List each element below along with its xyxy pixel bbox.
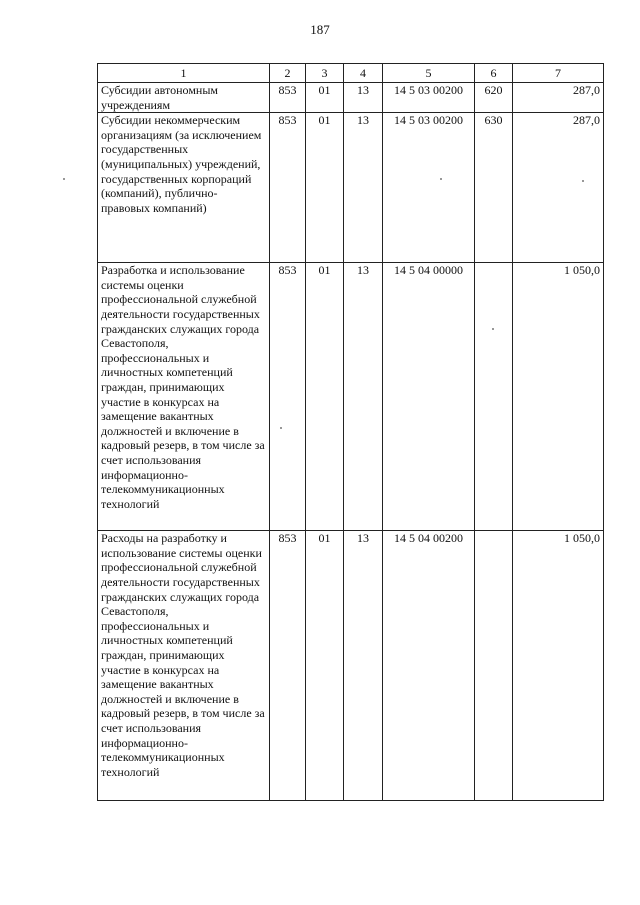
- row-subsection-code: 13: [344, 263, 383, 531]
- row-target-code: 14 5 04 00200: [383, 531, 475, 801]
- row-ministry-code: 853: [270, 531, 306, 801]
- scan-speck: [440, 178, 442, 180]
- scan-speck: [492, 328, 494, 330]
- row-target-code: 14 5 03 00200: [383, 113, 475, 263]
- budget-table: [97, 63, 604, 801]
- row-section-code: 01: [306, 531, 344, 801]
- scan-speck: [582, 180, 584, 182]
- row-target-code: 14 5 03 00200: [383, 83, 475, 113]
- row-section-code: 01: [306, 263, 344, 531]
- table-row: [98, 83, 604, 113]
- row-expense-type: [475, 263, 513, 531]
- row-subsection-code: 13: [344, 83, 383, 113]
- scan-speck: [280, 427, 282, 429]
- row-name: Субсидии некоммерческим организациям (за исключением государственных (муниципальных) учреждений, государственных корпораций (компаний), публично-правовых компаний): [98, 113, 270, 263]
- table-row: [98, 531, 604, 801]
- row-section-code: 01: [306, 83, 344, 113]
- row-name: Расходы на разработку и использование системы оценки профессиональной служебной деятельности государственных гражданских служащих города Севастополя, профессиональных и личностных компетенций граждан, принимающих участие в конкурсах на замещение вакантных должностей и включение в кадровый резерв, в том числе за счет использования информационно-телекоммуникационных технологий: [98, 531, 270, 801]
- column-header: 6: [475, 64, 513, 83]
- column-header: 7: [513, 64, 604, 83]
- row-name: Субсидии автономным учреждениям: [98, 83, 270, 113]
- row-amount: 287,0: [513, 113, 604, 263]
- row-name: Разработка и использование системы оценки профессиональной служебной деятельности государственных гражданских служащих города Севастополя, профессиональных и личностных компетенций граждан, принимающих участие в конкурсах на замещение вакантных должностей и включение в кадровый резерв, в том числе за счет использования информационно-телекоммуникационных технологий: [98, 263, 270, 531]
- row-expense-type: [475, 531, 513, 801]
- table-row: [98, 113, 604, 263]
- row-amount: 287,0: [513, 83, 604, 113]
- row-section-code: 01: [306, 113, 344, 263]
- row-expense-type: 630: [475, 113, 513, 263]
- row-amount: 1 050,0: [513, 263, 604, 531]
- row-ministry-code: 853: [270, 113, 306, 263]
- table-row: [98, 263, 604, 531]
- scan-speck: [63, 178, 65, 180]
- column-header: 4: [344, 64, 383, 83]
- column-header: 2: [270, 64, 306, 83]
- row-subsection-code: 13: [344, 531, 383, 801]
- row-ministry-code: 853: [270, 263, 306, 531]
- row-target-code: 14 5 04 00000: [383, 263, 475, 531]
- row-expense-type: 620: [475, 83, 513, 113]
- page-number: 187: [310, 22, 330, 37]
- column-header: 3: [306, 64, 344, 83]
- column-header: 5: [383, 64, 475, 83]
- column-header: 1: [98, 64, 270, 83]
- row-subsection-code: 13: [344, 113, 383, 263]
- row-ministry-code: 853: [270, 83, 306, 113]
- row-amount: 1 050,0: [513, 531, 604, 801]
- table-header-row: [98, 64, 604, 83]
